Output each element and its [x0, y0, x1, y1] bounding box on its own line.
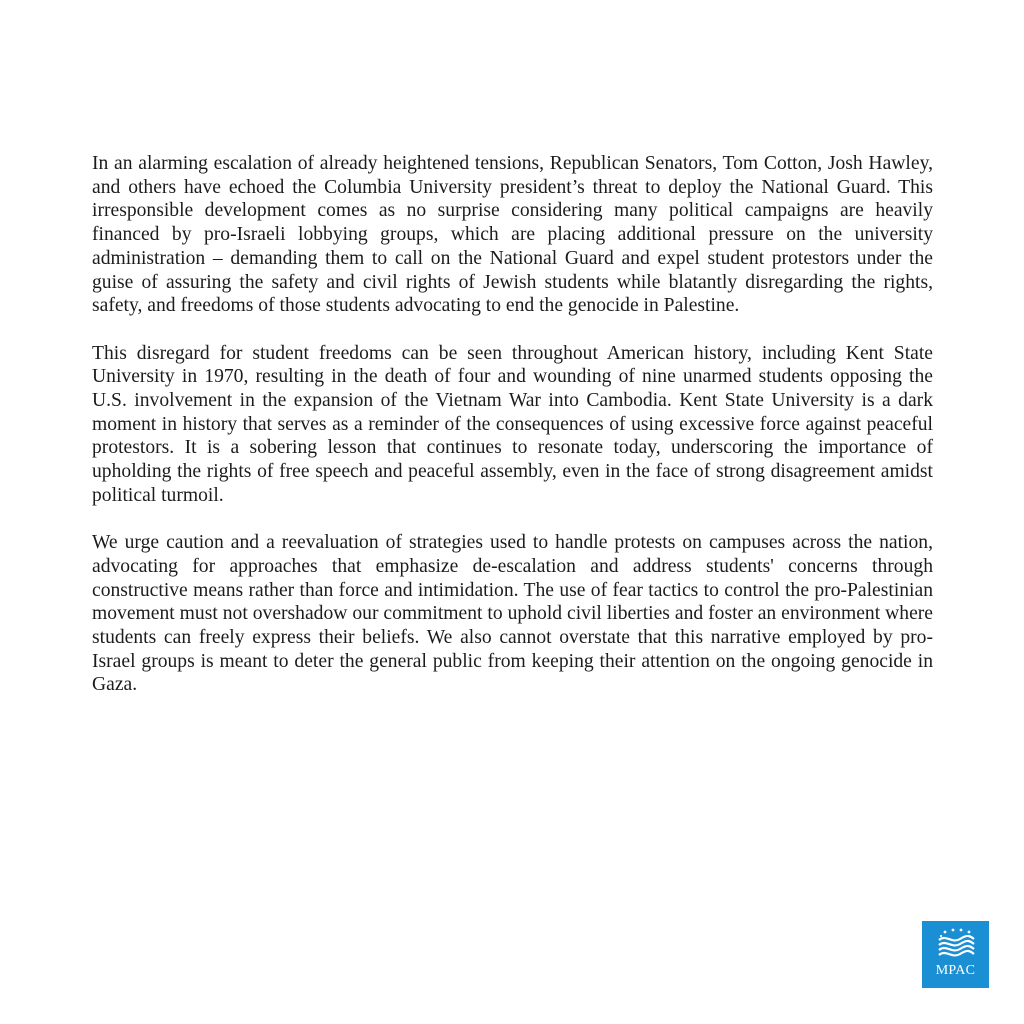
paragraph-3: We urge caution and a reevaluation of strategies used to handle protests on campuses across the nation, advocating for approaches that emphasize de-escalation and address students' concerns through constructive means rather than force and intimidation. The use of fear tactics to control the pro-Palestinian movement must not overshadow our commitment to uphold civil liberties and foster an environment where students can freely express their beliefs. We also cannot overstate that this narrative employed by pro-Israel groups is meant to deter the general public from keeping their attention on the ongoing genocide in Gaza. — [92, 532, 933, 696]
paragraph-2: This disregard for student freedoms can be seen throughout American history, including Kent State University in 1970, resulting in the death of four and wounding of nine unarmed students opposing the U.S. involvement in the expansion of the Vietnam War into Cambodia. Kent State University is a dark moment in history that serves as a reminder of the consequences of using excessive force against peaceful protestors. It is a sobering lesson that continues to resonate today, underscoring the importance of upholding the rights of free speech and peaceful assembly, even in the face of strong disagreement amidst political turmoil. — [92, 342, 933, 506]
logo-wordmark: MPAC — [935, 963, 976, 978]
paragraph-1: In an alarming escalation of already heightened tensions, Republican Senators, Tom Cotton, Josh Hawley, and others have echoed the Columbia University president’s threat to deploy the National Guard. This irresponsible development comes as no surprise considering many political campaigns are heavily financed by pro-Israeli lobbying groups, which are placing additional pressure on the university administration – demanding them to call on the National Guard and expel student protestors under the guise of assuring the safety and civil rights of Jewish students while blatantly disregarding the rights, safety, and freedoms of those students advocating to end the genocide in Palestine. — [92, 153, 933, 317]
stars-and-waves-flag-icon — [936, 928, 976, 964]
statement-body — [92, 152, 933, 721]
mpac-logo — [922, 921, 989, 988]
